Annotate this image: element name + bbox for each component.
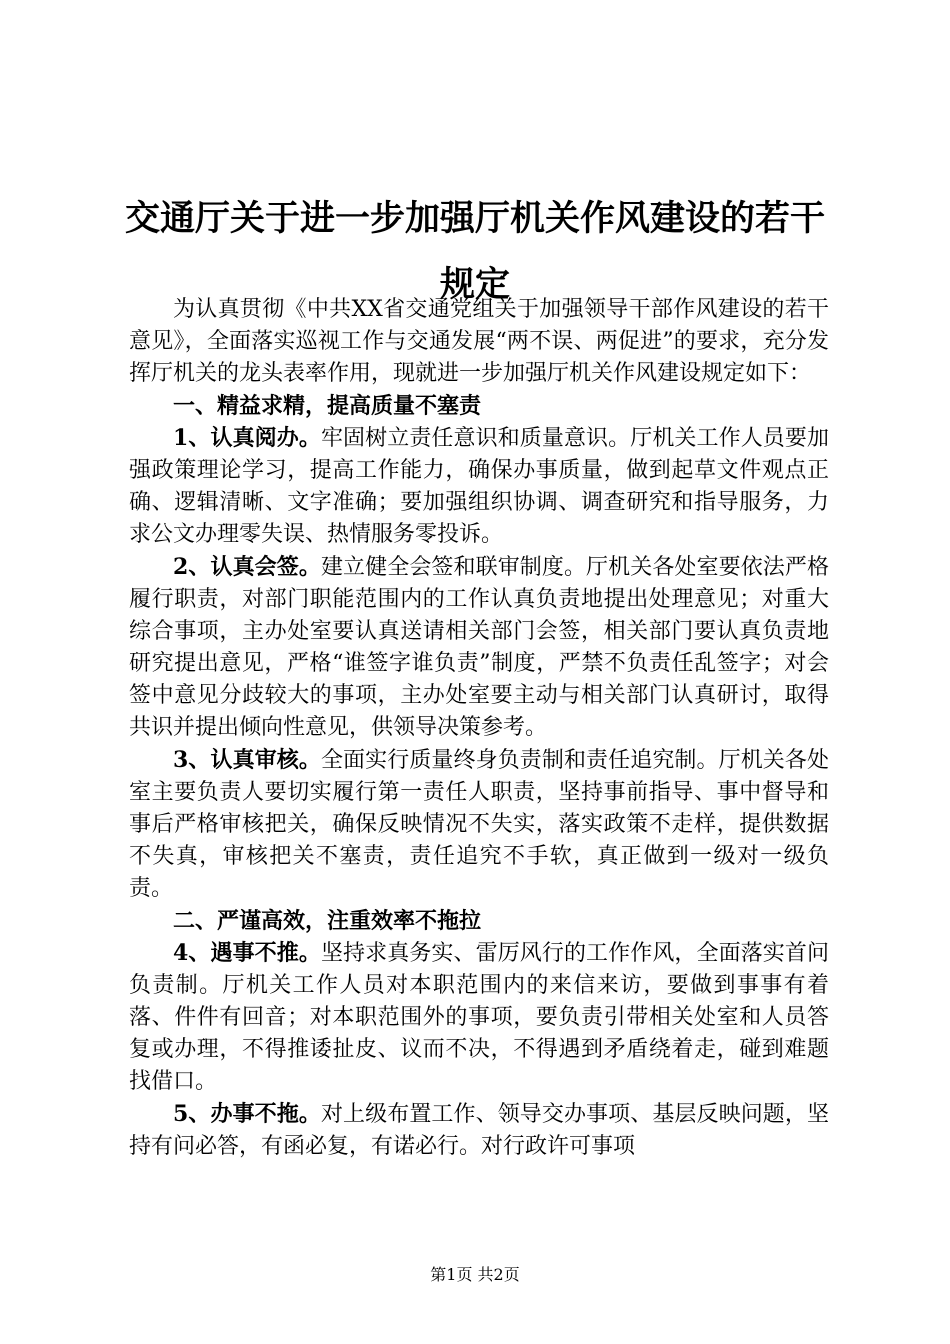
item-text-4: 坚持求真务实、雷厉风行的工作作风，全面落实首问负责制。厅机关工作人员对本职范围内的来信来访，要做到事事有着落、件件有回音；对本职范围外的事项，要负责引带相关处室和人员答复或办理，不得推诿扯皮、议而不决，不得遇到矛盾绕着走，碰到难题找借口。 (129, 941, 829, 1094)
page-footer: 第1页 共2页 (430, 1265, 520, 1284)
intro-paragraph: 为认真贯彻《中共XX省交通党组关于加强领导干部作风建设的若干意见》，全面落实巡视工作与交通发展“两不误、两促进”的要求，充分发挥厅机关的龙头表率作用，现就进一步加强厅机关作风建设规定如下： (129, 297, 829, 386)
item-text-3: 全面实行质量终身负责制和责任追究制。厅机关各处室主要负责人要切实履行第一责任人职责，坚持事前指导、事中督导和事后严格审核把关，确保反映情况不失实，落实政策不走样，提供数据不失真，审核把关不塞责，责任追究不手软，真正做到一级对一级负责。 (129, 748, 829, 901)
item-paragraph-1 (129, 422, 829, 551)
item-text-1: 牢固树立责任意识和质量意识。厅机关工作人员要加强政策理论学习，提高工作能力，确保办事质量，做到起草文件观点正确、逻辑清晰、文字准确；要加强组织协调、调查研究和指导服务，力求公文办理零失误、热情服务零投诉。 (129, 426, 829, 547)
item-paragraph-3 (129, 744, 829, 905)
item-paragraph-4 (129, 937, 829, 1098)
item-paragraph-5 (129, 1098, 829, 1163)
item-lead-4: 4、遇事不推。 (173, 940, 321, 966)
item-lead-5: 5、办事不拖。 (173, 1101, 321, 1127)
item-text-5: 对上级布置工作、领导交办事项、基层反映问题，坚持有问必答，有函必复，有诺必行。对行政许可事项 (129, 1102, 829, 1159)
item-text-2: 建立健全会签和联审制度。厅机关各处室要依法严格履行职责，对部门职能范围内的工作认真负责地提出处理意见；对重大综合事项，主办处室要认真送请相关部门会签，相关部门要认真负责地研究提出意见，严格“谁签字谁负责”制度，严禁不负责任乱签字；对会签中意见分歧较大的事项，主办处室要主动与相关部门认真研讨，取得共识并提出倾向性意见，供领导决策参考。 (129, 555, 829, 740)
item-paragraph-2 (129, 551, 829, 744)
item-lead-2: 2、认真会签。 (173, 554, 321, 580)
section-heading-1: 一、精益求精，提高质量不塞责 (173, 393, 482, 419)
document-title: 交通厅关于进一步加强厅机关作风建设的若干规定 (124, 198, 825, 305)
document-body (129, 294, 829, 1163)
item-lead-3: 3、认真审核。 (173, 747, 321, 773)
section-heading-2: 二、严谨高效，注重效率不拖拉 (173, 908, 482, 934)
item-lead-1: 1、认真阅办。 (173, 425, 321, 451)
